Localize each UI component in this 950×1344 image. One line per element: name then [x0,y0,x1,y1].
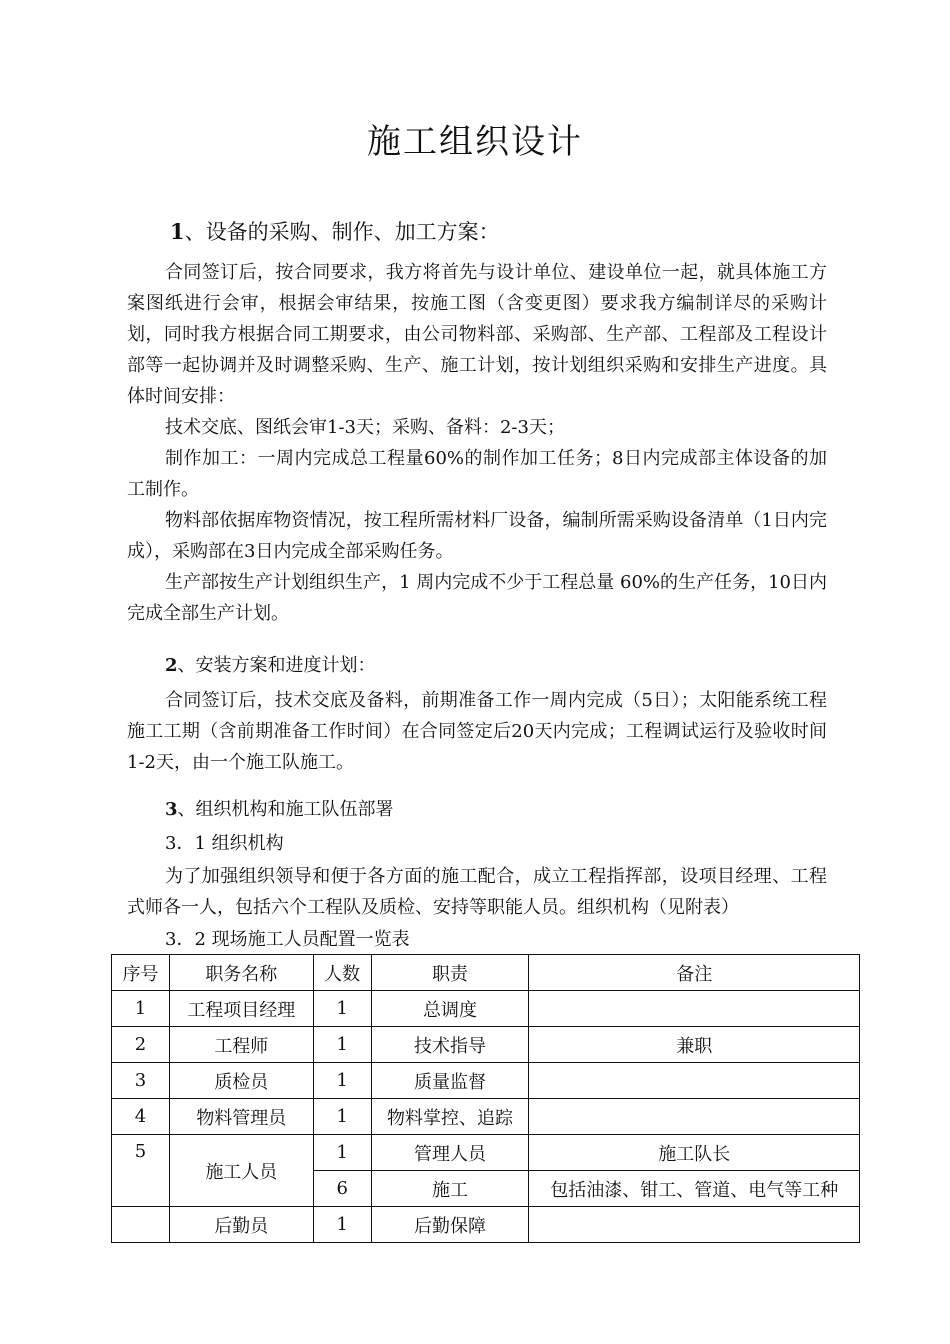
table-cell: 总调度 [371,991,529,1027]
section-3-heading-text: 、组织机构和施工队伍部署 [177,799,394,820]
table-cell: 1 [313,991,371,1027]
table-cell: 1 [313,1099,371,1135]
table-row [112,1207,860,1243]
table-cell: 施工 [371,1171,529,1207]
table-cell: 4 [112,1099,170,1135]
section-3-heading [165,795,394,825]
header-cell: 序号 [112,955,170,991]
table-cell: 后勤保障 [371,1207,529,1243]
paragraph: 为了加强组织领导和便于各方面的施工配合，成立工程指挥部，设项目经理、工程式师各一人，包括六个工程队及质检、安持等职能人员。组织机构（见附表） [127,866,827,918]
section-2-heading-text: 、安装方案和进度计划： [177,655,376,676]
header-cell: 人数 [313,955,371,991]
table-row [112,1027,860,1063]
paragraph: 合同签订后，技术交底及备料，前期准备工作一周内完成（5日）；太阳能系统工程施工工期（含前期准备工作时间）在合同签定后20天内完成；工程调试运行及验收时间1-2天，由一个施工队施工。 [127,690,827,773]
table-cell: 1 [313,1027,371,1063]
table-cell: 6 [313,1171,371,1207]
paragraph: 物料部依据库物资情况，按工程所需材料厂设备，编制所需采购设备清单（1日内完成），采购部在3日内完成全部采购任务。 [127,510,827,562]
table-row [112,1135,860,1171]
table-cell [529,1063,860,1099]
section-1-number: 1 [170,219,185,244]
table-cell [529,1099,860,1135]
table-cell: 1 [313,1207,371,1243]
table-cell: 5 [112,1135,170,1207]
table-cell: 物料管理员 [169,1099,313,1135]
table-cell: 后勤员 [169,1207,313,1243]
table-row [112,1063,860,1099]
table-cell: 1 [313,1135,371,1171]
table-cell [112,1207,170,1243]
table-cell: 质检员 [169,1063,313,1099]
section-2-heading [165,651,376,681]
table-cell: 管理人员 [371,1135,529,1171]
table-cell: 物料掌控、追踪 [371,1099,529,1135]
paragraph: 合同签订后，按合同要求，我方将首先与设计单位、建设单位一起，就具体施工方案图纸进行会审，根据会审结果，按施工图（含变更图）要求我方编制详尽的采购计划，同时我方根据合同工期要求，由公司物料部、采购部、生产部、工程部及工程设计部等一起协调并及时调整采购、生产、施工计划，按计划组织采购和安排生产进度。具体时间安排： [127,262,827,407]
staff-table [111,954,860,1243]
table-cell [529,991,860,1027]
table-cell: 工程师 [169,1027,313,1063]
document-title: 施工组织设计 [367,122,583,162]
table-cell: 质量监督 [371,1063,529,1099]
table-cell: 1 [313,1063,371,1099]
section-1-heading-text: 、设备的采购、制作、加工方案： [184,220,500,244]
section-3-number: 3 [165,799,178,820]
table-cell: 2 [112,1027,170,1063]
header-cell: 备注 [529,955,860,991]
table-cell: 技术指导 [371,1027,529,1063]
table-cell: 工程项目经理 [169,991,313,1027]
paragraph: 技术交底、图纸会审1-3天；采购、备料：2-3天； [165,417,565,438]
table-cell: 施工队长 [529,1135,860,1171]
section-2-body [127,685,827,778]
paragraph: 生产部按生产计划组织生产，1 周内完成不少于工程总量 60%的生产任务，10日内完成全部生产计划。 [127,572,827,624]
table-row [112,1099,860,1135]
section-2-number: 2 [165,655,178,676]
section-1-heading [170,215,500,249]
table-cell: 包括油漆、钳工、管道、电气等工种 [529,1171,860,1207]
table-cell: 兼职 [529,1027,860,1063]
header-cell: 职责 [371,955,529,991]
table-cell: 3 [112,1063,170,1099]
table-cell: 1 [112,991,170,1027]
table-cell [529,1207,860,1243]
paragraph: 制作加工：一周内完成总工程量60%的制作加工任务；8日内完成部主体设备的加工制作。 [127,448,827,500]
subsection-3-1: 3．1 组织机构 [165,833,284,854]
table-row [112,991,860,1027]
section-3-body [127,861,827,923]
subsection-3-2: 3．2 现场施工人员配置一览表 [165,929,410,950]
header-cell: 职务名称 [169,955,313,991]
table-cell: 施工人员 [169,1135,313,1207]
section-1-body [127,257,827,629]
table-header-row [112,955,860,991]
